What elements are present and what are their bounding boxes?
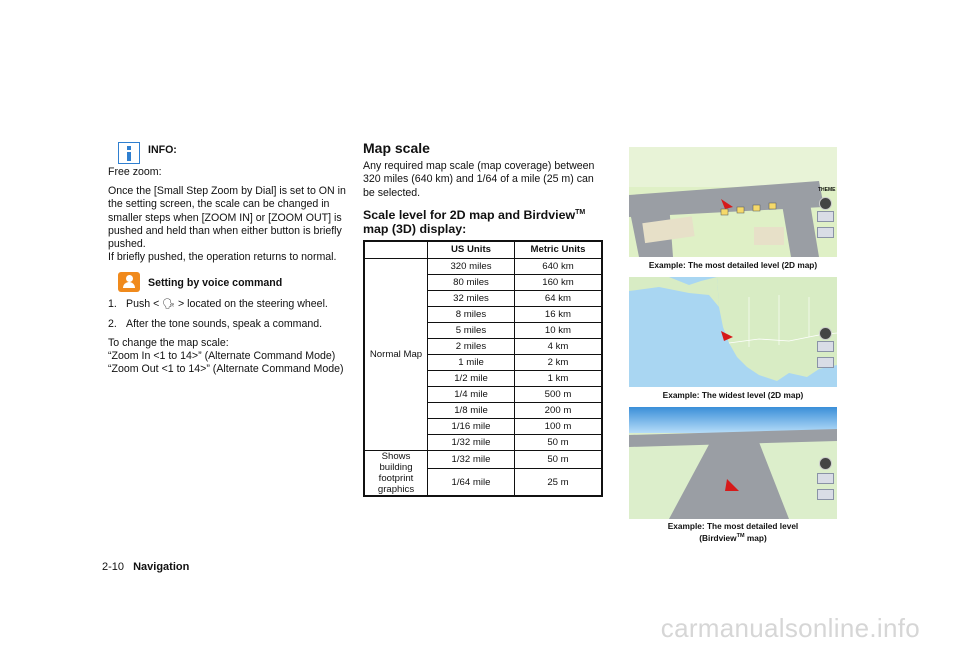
mode-normal-map: Normal Map xyxy=(364,258,428,450)
cell-us-units: 2 miles xyxy=(428,338,515,354)
map-menu-icon xyxy=(817,211,834,222)
cell-metric-units: 200 m xyxy=(515,402,603,418)
cell-us-units: 1/16 mile xyxy=(428,418,515,434)
zoom-out-command: “Zoom Out <1 to 14>” (Alternate Command Mode) xyxy=(108,363,344,376)
widest-2d-map-graphic xyxy=(629,277,837,387)
cell-us-units: 32 miles xyxy=(428,290,515,306)
map-menu-icon-3 xyxy=(817,473,834,484)
info-header xyxy=(108,142,346,166)
map-scale-text: Any required map scale (map coverage) between 320 miles (640 km) and 1/64 of a mile (25 m) can be selected. xyxy=(363,160,595,199)
info-title: INFO: xyxy=(148,144,177,156)
compass-icon-2 xyxy=(819,327,832,340)
svg-text:THEME: THEME xyxy=(818,187,836,193)
step-1: 1. Push < 🗣︎ > located on the steering wheel. xyxy=(108,298,328,311)
birdview-map-image xyxy=(629,407,837,519)
cell-metric-units: 10 km xyxy=(515,322,603,338)
cell-metric-units: 16 km xyxy=(515,306,603,322)
watermark: carmanualsonline.info xyxy=(660,613,920,643)
page-footer xyxy=(102,561,189,573)
cell-us-units: 1/32 mile xyxy=(428,434,515,450)
map1-caption: Example: The most detailed level (2D map) xyxy=(648,260,818,270)
voice-command-title: Setting by voice command xyxy=(148,277,283,290)
compass-icon-3 xyxy=(819,457,832,470)
scale-level-heading: Scale level for 2D map and Birdview™ map (3D) display: xyxy=(363,207,586,236)
voice-command-icon xyxy=(118,272,140,292)
cell-metric-units: 640 km xyxy=(515,258,603,274)
cell-us-units: 5 miles xyxy=(428,322,515,338)
cell-us-units: 1/2 mile xyxy=(428,370,515,386)
scale-indicator-icon-3 xyxy=(817,489,834,500)
free-zoom-text: Once the [Small Step Zoom by Dial] is set to ON in the setting screen, the scale can be changed in smaller steps when [ZOOM IN] or [ZOOM OUT] is pushed and held than when either button is briefly pushed. xyxy=(108,185,346,251)
cell-us-units: 80 miles xyxy=(428,274,515,290)
mode-building-footprint: Shows building footprint graphics xyxy=(364,450,428,496)
info-icon xyxy=(118,142,140,164)
table-row xyxy=(364,258,602,274)
scale-indicator-icon xyxy=(817,227,834,238)
cell-us-units: 1 mile xyxy=(428,354,515,370)
talk-switch-icon: 🗣︎ xyxy=(162,299,175,311)
cell-us-units: 320 miles xyxy=(428,258,515,274)
change-scale-intro: To change the map scale: xyxy=(108,336,229,349)
step-2: 2. After the tone sounds, speak a command. xyxy=(108,317,323,330)
voice-command-header xyxy=(108,272,346,298)
table-row xyxy=(364,450,602,468)
right-column xyxy=(629,147,837,543)
cell-metric-units: 160 km xyxy=(515,274,603,290)
cell-metric-units: 64 km xyxy=(515,290,603,306)
cell-metric-units: 50 m xyxy=(515,434,603,450)
cell-us-units: 1/4 mile xyxy=(428,386,515,402)
map-menu-icon-2 xyxy=(817,341,834,352)
map2-caption: Example: The widest level (2D map) xyxy=(662,390,804,400)
cell-us-units: 1/64 mile xyxy=(428,469,515,496)
brief-push-text: If briefly pushed, the operation returns to normal. xyxy=(108,251,337,264)
detailed-2d-map-graphic xyxy=(629,147,837,257)
table-header-row xyxy=(364,241,602,259)
section-name: Navigation xyxy=(133,561,190,573)
cell-metric-units: 1 km xyxy=(515,370,603,386)
cell-metric-units: 500 m xyxy=(515,386,603,402)
cell-metric-units: 4 km xyxy=(515,338,603,354)
zoom-in-command: “Zoom In <1 to 14>” (Alternate Command Mode) xyxy=(108,350,336,363)
birdview-map-graphic xyxy=(629,407,837,519)
cell-us-units: 8 miles xyxy=(428,306,515,322)
free-zoom-label: Free zoom: xyxy=(108,166,162,178)
cell-metric-units: 2 km xyxy=(515,354,603,370)
middle-column xyxy=(363,142,603,497)
widest-2d-map-image xyxy=(629,277,837,387)
map-scale-title: Map scale xyxy=(363,140,430,156)
cell-us-units: 1/32 mile xyxy=(428,450,515,468)
map3-caption: Example: The most detailed level (Birdview™ map) xyxy=(667,521,799,543)
cell-metric-units: 25 m xyxy=(515,469,603,496)
header-mode xyxy=(364,241,428,259)
cell-metric-units: 100 m xyxy=(515,418,603,434)
page-number: 2-10 xyxy=(102,561,125,573)
header-us-units: US Units xyxy=(428,241,515,259)
scale-table xyxy=(363,240,603,497)
compass-icon xyxy=(819,197,832,210)
cell-metric-units: 50 m xyxy=(515,450,603,468)
left-column xyxy=(108,142,346,376)
cell-us-units: 1/8 mile xyxy=(428,402,515,418)
header-metric-units: Metric Units xyxy=(515,241,603,259)
detailed-2d-map-image xyxy=(629,147,837,257)
scale-indicator-icon-2 xyxy=(817,357,834,368)
